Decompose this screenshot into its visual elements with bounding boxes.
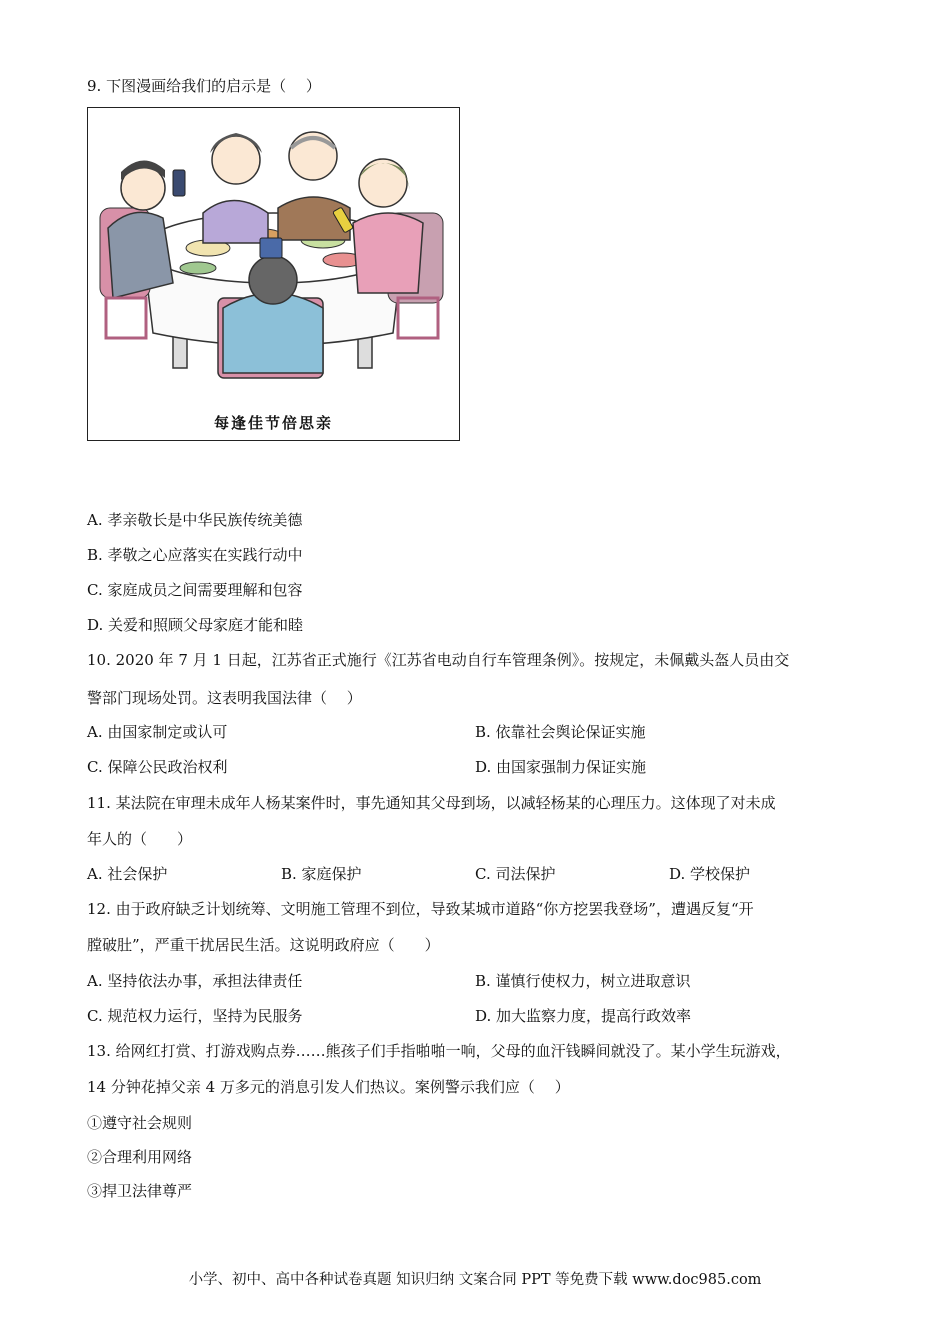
cartoon-caption: 每逢佳节倍思亲 <box>213 414 333 432</box>
question-12-line2: 膛破肚”，严重干扰居民生活。这说明政府应（ ） <box>87 936 440 954</box>
q10-option-b: B. 依靠社会舆论保证实施 <box>475 723 646 741</box>
q9-option-d: D. 关爱和照顾父母家庭才能和睦 <box>87 616 304 634</box>
question-11-line2: 年人的（ ） <box>87 830 193 848</box>
question-10-line2: 警部门现场处罚。这表明我国法律（ ） <box>87 689 362 707</box>
q11-option-c: C. 司法保护 <box>475 865 556 883</box>
page-footer: 小学、初中、高中各种试卷真题 知识归纳 文案合同 PPT 等免费下载 www.doc985.com <box>188 1272 762 1288</box>
question-9-stem: 9. 下图漫画给我们的启示是（ ） <box>87 77 321 95</box>
question-11-line1: 11. 某法院在审理未成年人杨某案件时，事先通知其父母到场，以减轻杨某的心理压力。这体现了对未成 <box>87 794 776 812</box>
q10-option-c: C. 保障公民政治权利 <box>87 758 228 776</box>
q12-option-a: A. 坚持依法办事，承担法律责任 <box>87 972 303 990</box>
q12-option-c: C. 规范权力运行，坚持为民服务 <box>87 1007 303 1025</box>
q9-option-b: B. 孝敬之心应落实在实践行动中 <box>87 546 303 564</box>
q9-option-c: C. 家庭成员之间需要理解和包容 <box>87 581 303 599</box>
cartoon-illustration <box>88 108 460 408</box>
question-13-line1: 13. 给网红打赏、打游戏购点券……熊孩子们手指啪啪一响，父母的血汗钱瞬间就没了。某小学生玩游戏， <box>87 1042 791 1060</box>
q10-option-d: D. 由国家强制力保证实施 <box>475 758 647 776</box>
q10-option-a: A. 由国家制定或认可 <box>87 723 228 741</box>
q13-item-2: ②合理利用网络 <box>87 1148 193 1166</box>
q11-option-a: A. 社会保护 <box>87 865 168 883</box>
q12-option-b: B. 谨慎行使权力，树立进取意识 <box>475 972 691 990</box>
question-12-line1: 12. 由于政府缺乏计划统筹、文明施工管理不到位，导致某城市道路“你方挖罢我登场”，遭遇反复“开 <box>87 900 754 918</box>
q11-option-b: B. 家庭保护 <box>281 865 362 883</box>
question-10-line1: 10. 2020 年 7 月 1 日起，江苏省正式施行《江苏省电动自行车管理条例》。按规定，未佩戴头盔人员由交 <box>87 651 790 669</box>
cartoon-figure <box>87 107 460 441</box>
q11-option-d: D. 学校保护 <box>669 865 751 883</box>
question-13-line2: 14 分钟花掉父亲 4 万多元的消息引发人们热议。案例警示我们应（ ） <box>87 1078 570 1096</box>
q13-item-1: ①遵守社会规则 <box>87 1114 193 1132</box>
q13-item-3: ③捍卫法律尊严 <box>87 1182 193 1200</box>
q12-option-d: D. 加大监察力度，提高行政效率 <box>475 1007 692 1025</box>
q9-option-a: A. 孝亲敬长是中华民族传统美德 <box>87 511 303 529</box>
